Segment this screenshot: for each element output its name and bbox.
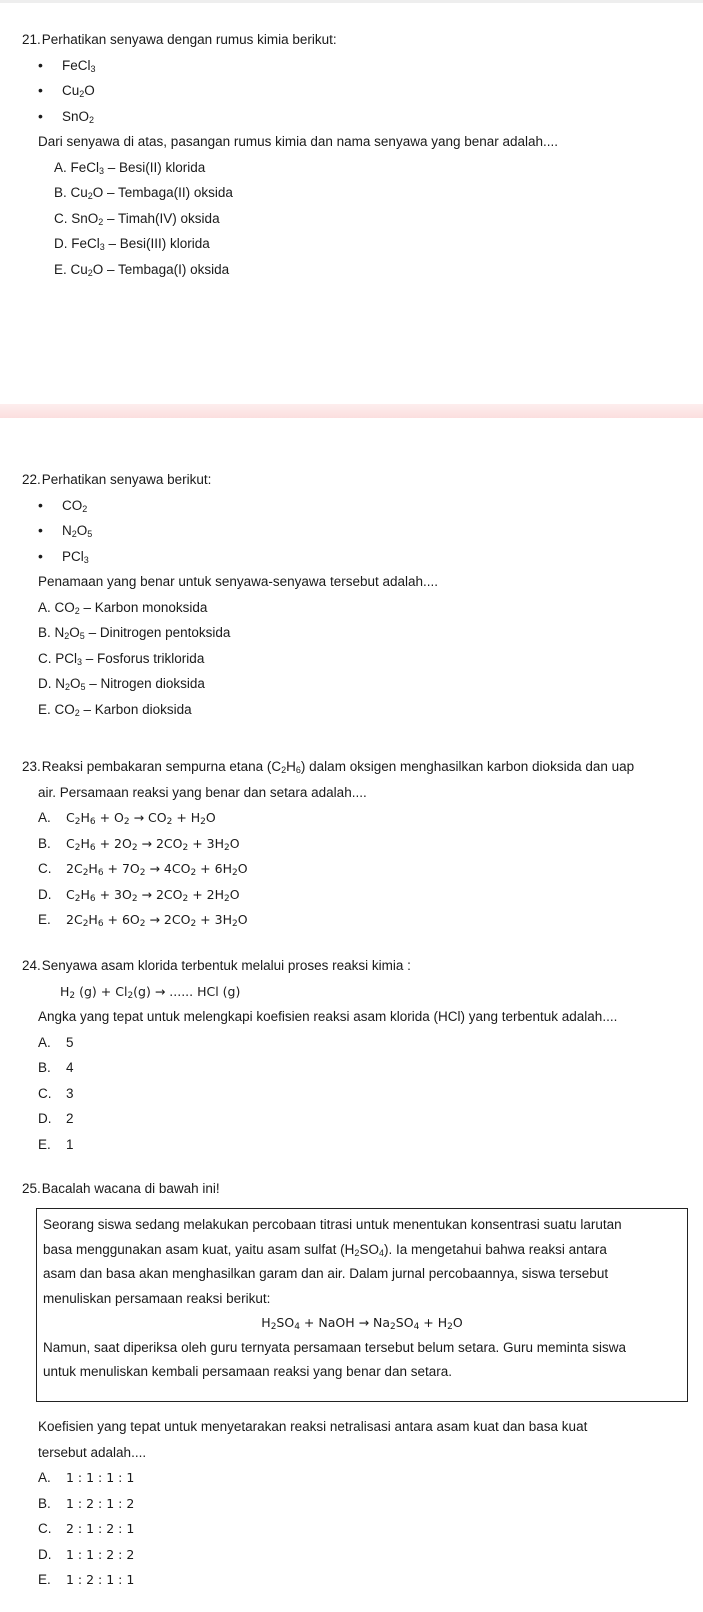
bullet-item: • SnO$_2$ (38, 107, 95, 125)
passage-line: Seorang siswa sedang melakukan percobaan titrasi untuk menentukan konsentrasi suatu larutan (43, 1217, 622, 1232)
answer-option-d[interactable]: D. $C_2H_6 + 3O_2 \to 2CO_2 + 2H_2O$ (38, 886, 240, 904)
answer-option-c[interactable]: C. 2 : 1 : 2 : 1 (38, 1521, 135, 1536)
answer-option-e[interactable]: E. $2C_2H_6 + 6O_2 \to 2CO_2 + 3H_2O$ (38, 912, 248, 929)
answer-option-a[interactable]: A. 1 : 1 : 1 : 1 (38, 1470, 135, 1485)
question-24-prompt: Angka yang tepat untuk melengkapi koefisien reaksi asam klorida (HCl) yang terbentuk adalah.... (38, 1009, 618, 1024)
answer-option-c[interactable]: C. SnO$_2$ – Timah(IV) oksida (54, 210, 220, 227)
answer-option-e[interactable]: E. 1 : 2 : 1 : 1 (38, 1572, 135, 1587)
question-23-stem: 23. Reaksi pembakaran sempurna etana $(C_2H_6)$ dalam oksigen menghasilkan karbon dioksida dan uap (22, 754, 682, 780)
page-break-band (0, 404, 703, 418)
reading-passage-box (36, 1208, 688, 1402)
bullet-item: • $CO_2$ (38, 496, 88, 514)
passage-equation: $H_2SO_4$ + NaOH → $Na_2SO_4 + H_2O$ (261, 1315, 463, 1332)
answer-option-a[interactable]: A. $CO_2$ – Karbon monoksida (38, 599, 208, 616)
question-21 (22, 27, 682, 282)
question-25-body (22, 1414, 682, 1593)
passage-line: asam dan basa akan menghasilkan garam dan air. Dalam jurnal percobaannya, siswa tersebut (43, 1266, 609, 1281)
answer-option-e[interactable]: E. 1 (38, 1136, 74, 1152)
question-21-prompt: Dari senyawa di atas, pasangan rumus kimia dan nama senyawa yang benar adalah.... (38, 134, 559, 149)
answer-option-c[interactable]: C. 3 (38, 1085, 74, 1101)
answer-option-b[interactable]: B. 1 : 2 : 1 : 2 (38, 1495, 135, 1511)
answer-option-b[interactable]: B. $C_2H_6 + 2O_2 \to 2CO_2 + 3H_2O$ (38, 835, 240, 853)
passage-line: menuliskan persamaan reaksi berikut: (43, 1290, 271, 1306)
answer-option-d[interactable]: D. $N_2O_5$ – Nitrogen dioksida (38, 676, 205, 692)
answer-option-b[interactable]: B. $N_2O_5$ – Dinitrogen pentoksida (38, 625, 231, 641)
question-number: 24. (22, 958, 41, 973)
question-22-prompt: Penamaan yang benar untuk senyawa-senyawa tersebut adalah.... (38, 574, 439, 589)
question-24 (22, 953, 682, 1157)
passage-line: basa menggunakan asam kuat, yaitu asam sulfat $(H_2SO_4)$. Ia mengetahui bahwa reaksi antara (43, 1241, 607, 1258)
answer-option-a[interactable]: A. $C_2H_6 + O_2 \to CO_2 + H_2O$ (38, 810, 216, 827)
answer-option-d[interactable]: D. FeCl$_3$ – Besi(III) klorida (54, 236, 210, 252)
answer-option-a[interactable]: A. 5 (38, 1034, 74, 1050)
passage-line: untuk menuliskan kembali persamaan reaksi yang benar dan setara. (43, 1364, 452, 1379)
question-number: 22. (22, 472, 41, 487)
question-number: 23. (22, 759, 41, 774)
question-25-stem: 25. Bacalah wacana di bawah ini! (22, 1176, 682, 1202)
answer-option-e[interactable]: E. $CO_2$ – Karbon dioksida (38, 701, 192, 718)
question-25-prompt: Koefisien yang tepat untuk menyetarakan reaksi netralisasi antara asam kuat dan basa kuat (38, 1419, 588, 1434)
answer-option-c[interactable]: C. PCl$_3$ – Fosforus triklorida (38, 650, 205, 667)
question-22-stem: 22. Perhatikan senyawa berikut: (22, 467, 682, 493)
question-23 (22, 754, 682, 933)
question-22 (22, 467, 682, 722)
question-23-stem-cont: air. Persamaan reaksi yang benar dan setara adalah.... (38, 784, 367, 800)
answer-option-e[interactable]: E. $Cu_2O$ – Tembaga(I) oksida (54, 261, 230, 278)
answer-option-b[interactable]: B. $Cu_2O$ – Tembaga(II) oksida (54, 185, 233, 201)
reaction-equation: $H_2$ $(g) + Cl_2(g)$ → ...... HCl (g) (60, 983, 241, 1001)
answer-option-d[interactable]: D. 2 (38, 1111, 74, 1126)
top-divider (0, 0, 703, 3)
answer-option-d[interactable]: D. 1 : 1 : 2 : 2 (38, 1546, 135, 1562)
bullet-item: • $Cu_2O$ (38, 82, 95, 99)
question-number: 25. (22, 1181, 41, 1196)
answer-option-c[interactable]: C. $2C_2H_6 + 7O_2 \to 4CO_2 + 6H_2O$ (38, 861, 248, 878)
answer-option-b[interactable]: B. 4 (38, 1060, 74, 1075)
question-25 (22, 1176, 682, 1202)
question-24-stem: 24. Senyawa asam klorida terbentuk melalui proses reaksi kimia : (22, 953, 682, 979)
answer-option-a[interactable]: A. FeCl$_3$ – Besi(II) klorida (54, 159, 206, 176)
bullet-item: • FeCl$_3$ (38, 56, 96, 74)
passage-line: Namun, saat diperiksa oleh guru ternyata persamaan tersebut belum setara. Guru meminta siswa (43, 1339, 627, 1355)
question-number: 21. (22, 32, 41, 47)
bullet-item: • $N_2O_5$ (38, 522, 93, 539)
bullet-item: • PCl$_3$ (38, 547, 89, 565)
question-21-stem: 21. Perhatikan senyawa dengan rumus kimia berikut: (22, 27, 682, 53)
question-25-prompt-cont: tersebut adalah.... (38, 1444, 147, 1460)
